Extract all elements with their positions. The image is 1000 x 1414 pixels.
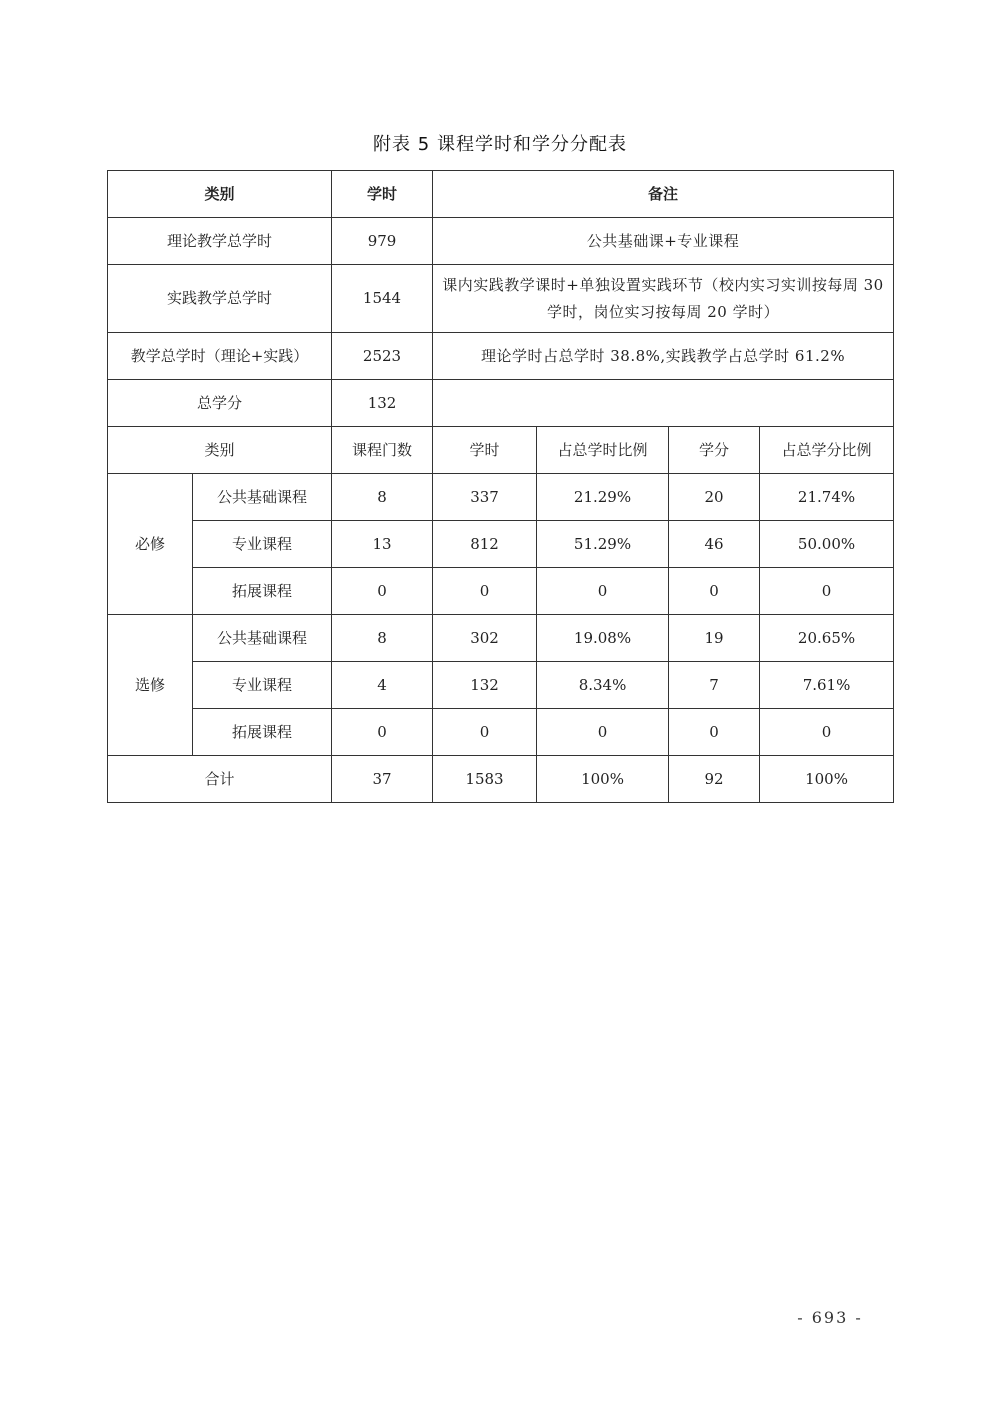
summary-header-row xyxy=(108,171,894,218)
summary-row xyxy=(108,333,894,380)
total-hours: 1583 xyxy=(433,756,537,803)
detail-header-hours-ratio: 占总学时比例 xyxy=(537,427,669,474)
course-hours: 812 xyxy=(433,521,537,568)
course-credits: 46 xyxy=(669,521,760,568)
course-count: 0 xyxy=(332,568,433,615)
course-count: 4 xyxy=(332,662,433,709)
course-credits-ratio: 50.00% xyxy=(760,521,894,568)
course-credits: 19 xyxy=(669,615,760,662)
course-hours-ratio: 51.29% xyxy=(537,521,669,568)
summary-value: 2523 xyxy=(332,333,433,380)
course-hours-ratio: 21.29% xyxy=(537,474,669,521)
course-count: 8 xyxy=(332,474,433,521)
total-credits: 92 xyxy=(669,756,760,803)
header-category: 类别 xyxy=(108,171,332,218)
group-label-elective: 选修 xyxy=(108,615,193,756)
detail-header-category: 类别 xyxy=(108,427,332,474)
group-label-required: 必修 xyxy=(108,474,193,615)
summary-label: 教学总学时（理论+实践） xyxy=(108,333,332,380)
total-count: 37 xyxy=(332,756,433,803)
table-row xyxy=(108,521,894,568)
course-credits: 0 xyxy=(669,568,760,615)
course-credits-ratio: 20.65% xyxy=(760,615,894,662)
course-count: 8 xyxy=(332,615,433,662)
course-hours: 132 xyxy=(433,662,537,709)
table-row xyxy=(108,474,894,521)
course-credits-ratio: 7.61% xyxy=(760,662,894,709)
table-row xyxy=(108,568,894,615)
course-credits: 20 xyxy=(669,474,760,521)
course-hours: 337 xyxy=(433,474,537,521)
course-type: 专业课程 xyxy=(193,662,332,709)
total-label: 合计 xyxy=(108,756,332,803)
summary-value: 979 xyxy=(332,218,433,265)
summary-value: 132 xyxy=(332,380,433,427)
course-type: 公共基础课程 xyxy=(193,615,332,662)
course-count: 13 xyxy=(332,521,433,568)
summary-note: 理论学时占总学时 38.8%,实践教学占总学时 61.2% xyxy=(433,333,894,380)
page-number: - 693 - xyxy=(797,1308,863,1327)
course-credits-ratio: 21.74% xyxy=(760,474,894,521)
summary-row xyxy=(108,265,894,333)
course-type: 拓展课程 xyxy=(193,568,332,615)
course-hours: 302 xyxy=(433,615,537,662)
page-title: 附表 5 课程学时和学分分配表 xyxy=(373,134,627,155)
course-type: 专业课程 xyxy=(193,521,332,568)
course-hours-ratio: 8.34% xyxy=(537,662,669,709)
course-credits-ratio: 0 xyxy=(760,709,894,756)
course-hours-ratio: 0 xyxy=(537,568,669,615)
summary-label: 实践教学总学时 xyxy=(108,265,332,333)
total-credits-ratio: 100% xyxy=(760,756,894,803)
header-hours: 学时 xyxy=(332,171,433,218)
course-credits-ratio: 0 xyxy=(760,568,894,615)
summary-note: 公共基础课+专业课程 xyxy=(433,218,894,265)
table-row xyxy=(108,662,894,709)
hours-credits-table xyxy=(107,170,894,803)
total-row xyxy=(108,756,894,803)
summary-label: 理论教学总学时 xyxy=(108,218,332,265)
course-credits: 0 xyxy=(669,709,760,756)
detail-header-credits-ratio: 占总学分比例 xyxy=(760,427,894,474)
course-credits: 7 xyxy=(669,662,760,709)
course-hours: 0 xyxy=(433,568,537,615)
course-hours-ratio: 0 xyxy=(537,709,669,756)
summary-note xyxy=(433,380,894,427)
summary-row xyxy=(108,218,894,265)
course-type: 公共基础课程 xyxy=(193,474,332,521)
summary-note: 课内实践教学课时+单独设置实践环节（校内实习实训按每周 30 学时，岗位实习按每周 20 学时） xyxy=(433,265,894,333)
detail-header-hours: 学时 xyxy=(433,427,537,474)
header-notes: 备注 xyxy=(433,171,894,218)
summary-row xyxy=(108,380,894,427)
table-row xyxy=(108,615,894,662)
course-type: 拓展课程 xyxy=(193,709,332,756)
course-hours-ratio: 19.08% xyxy=(537,615,669,662)
table-row xyxy=(108,709,894,756)
detail-header-row xyxy=(108,427,894,474)
detail-header-count: 课程门数 xyxy=(332,427,433,474)
course-count: 0 xyxy=(332,709,433,756)
summary-label: 总学分 xyxy=(108,380,332,427)
detail-header-credits: 学分 xyxy=(669,427,760,474)
summary-value: 1544 xyxy=(332,265,433,333)
course-hours: 0 xyxy=(433,709,537,756)
total-hours-ratio: 100% xyxy=(537,756,669,803)
